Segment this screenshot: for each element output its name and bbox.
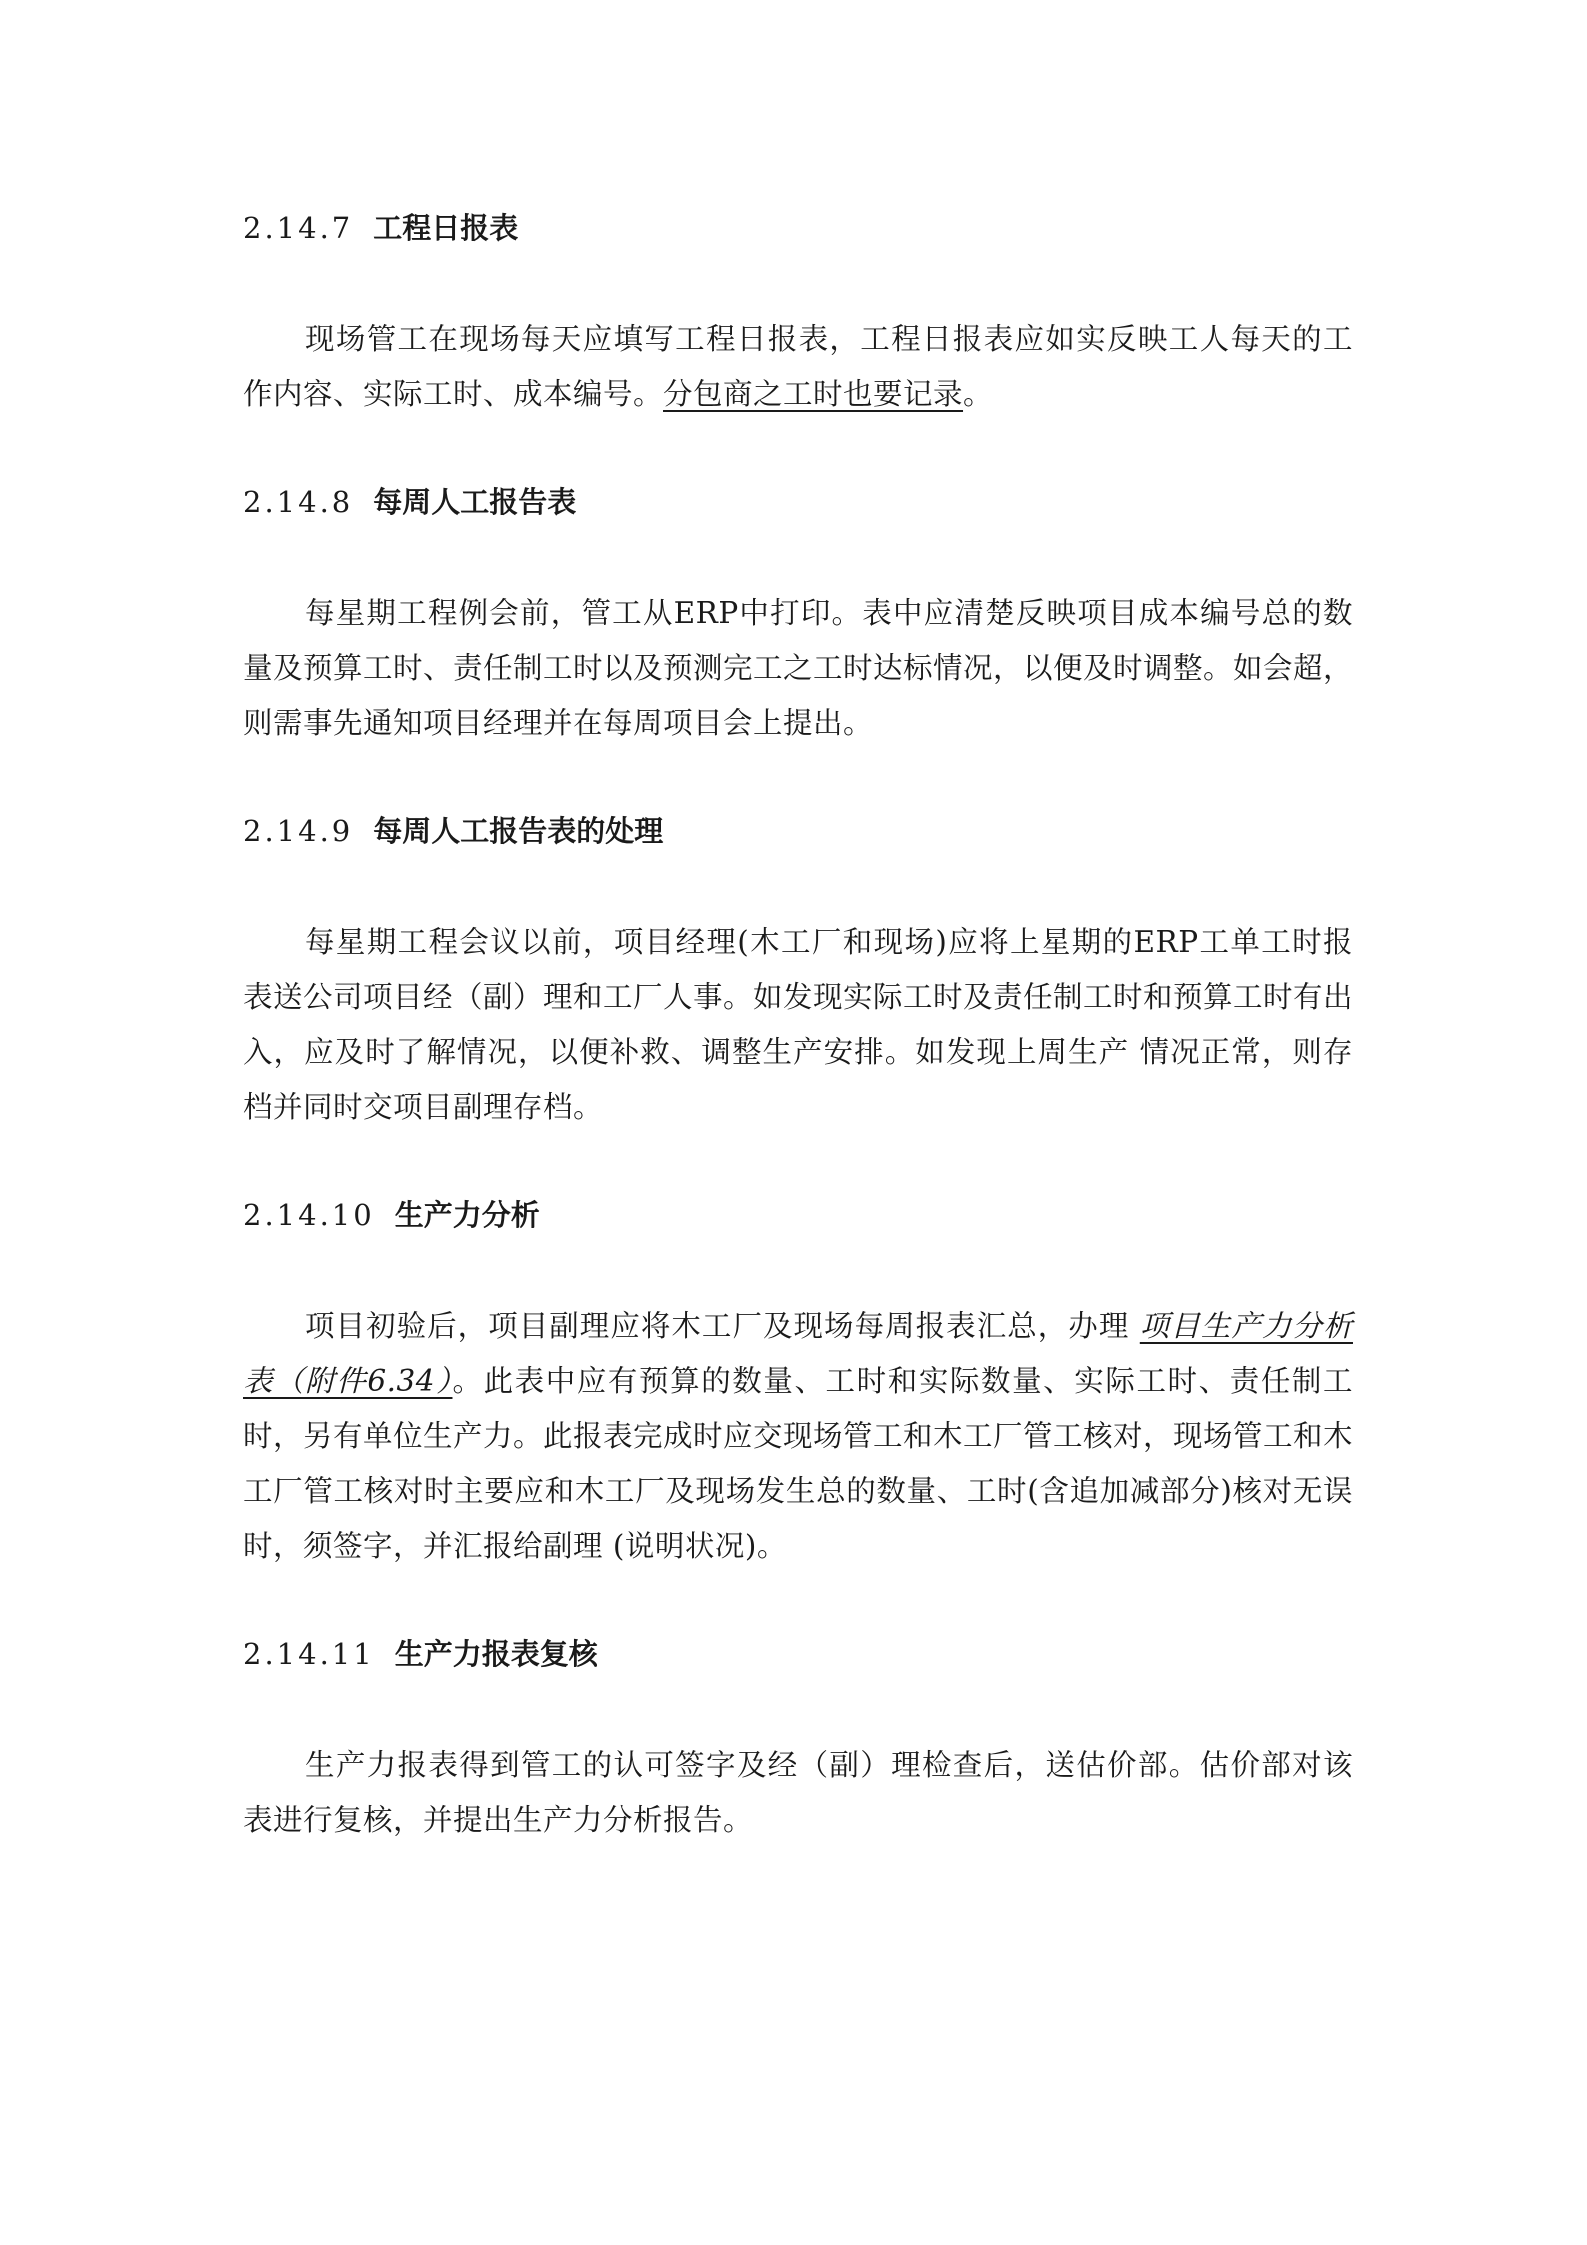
section-number: 2.14.7 xyxy=(243,211,354,245)
paragraph-text: 项目初验后，项目副理应将木工厂及现场每周报表汇总，办理 xyxy=(305,1309,1140,1343)
paragraph-text: 。 xyxy=(963,377,994,411)
section-title: 每周人工报告表 xyxy=(373,485,577,519)
section-paragraph xyxy=(243,312,1353,422)
section-title: 生产力报表复核 xyxy=(394,1637,598,1671)
section-number: 2.14.10 xyxy=(243,1198,375,1232)
section-2-14-7 xyxy=(243,204,1353,422)
document-body xyxy=(243,204,1353,1904)
section-heading xyxy=(243,1630,1353,1678)
section-title: 每周人工报告表的处理 xyxy=(373,814,664,848)
section-paragraph: 每星期工程会议以前，项目经理(木工厂和现场)应将上星期的ERP工单工时报表送公司项目经（副）理和工厂人事。如发现实际工时及责任制工时和预算工时有出入，应及时了解情况，以便补救、调整生产安排。如发现上周生产 情况正常，则存档并同时交项目副理存档。 xyxy=(243,925,1354,1124)
underlined-note-link[interactable]: 分包商之工时也要记录 xyxy=(663,377,964,411)
section-heading xyxy=(243,1191,1353,1239)
section-paragraph: 每星期工程例会前，管工从ERP中打印。表中应清楚反映项目成本编号总的数量及预算工时、责任制工时以及预测完工之工时达标情况，以便及时调整。如会超，则需事先通知项目经理并在每周项目会上提出。 xyxy=(243,596,1354,740)
section-number: 2.14.8 xyxy=(243,485,354,519)
section-paragraph xyxy=(243,1299,1353,1574)
paragraph-text: 现场管工在现场每天应填写工程日报表，工程日报表应如实反映工人每天的工作内容、实际工时、成本编号。 xyxy=(243,322,1353,411)
section-number: 2.14.11 xyxy=(243,1637,375,1671)
paragraph-text: 。此表中应有预算的数量、工时和实际数量、实际工时、责任制工时，另有单位生产力。此报表完成时应交现场管工和木工厂管工核对，现场管工和木工厂管工核对时主要应和木工厂及现场发生总的数量、工时(含追加减部分)核对无误时，须签字，并汇报给副理 (说明状况)。 xyxy=(243,1364,1354,1563)
section-number: 2.14.9 xyxy=(243,814,354,848)
section-2-14-10 xyxy=(243,1191,1353,1574)
section-heading xyxy=(243,807,1353,855)
attachment-link[interactable]: 项目生产力分析表（附件6.34） xyxy=(243,1309,1353,1398)
section-2-14-9 xyxy=(243,807,1353,1135)
section-heading xyxy=(243,204,1353,252)
section-heading xyxy=(243,478,1353,526)
section-2-14-11 xyxy=(243,1630,1353,1848)
section-title: 生产力分析 xyxy=(394,1198,540,1232)
section-2-14-8 xyxy=(243,478,1353,751)
section-paragraph: 生产力报表得到管工的认可签字及经（副）理检查后，送估价部。估价部对该表进行复核，并提出生产力分析报告。 xyxy=(243,1748,1353,1837)
section-title: 工程日报表 xyxy=(373,211,519,245)
